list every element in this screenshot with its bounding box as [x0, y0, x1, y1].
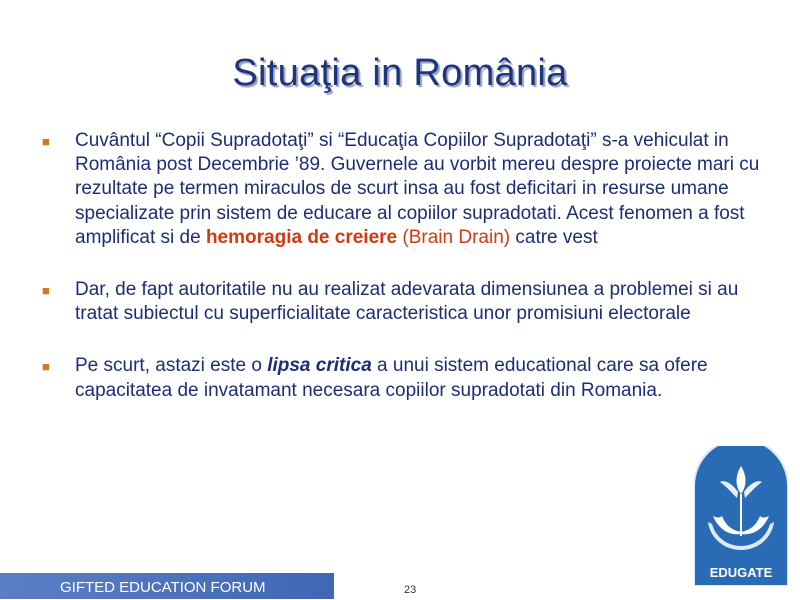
bullet-marker-icon: ■ — [42, 283, 50, 299]
highlight-brain-drain: hemoragia de creiere — [205, 226, 398, 248]
logo-text: EDUGATE — [709, 565, 773, 580]
footer-label: GIFTED EDUCATION FORUM — [60, 579, 266, 596]
highlight-lipsa-critica: lipsa critica — [267, 355, 372, 377]
bullet-item — [40, 129, 760, 250]
bullet-text: catre vest — [510, 226, 598, 248]
bullet-item — [40, 278, 760, 326]
bullet-text: Pe scurt, astazi este o — [75, 355, 268, 377]
bullet-item — [40, 354, 760, 402]
bullet-text: Dar, de fapt autoritatile nu au realizat adevarata dimensiunea a problemei si au tratat subiectul cu superficialitate caracteristica unor promisiuni electorale — [75, 279, 739, 325]
page-number: 23 — [404, 584, 417, 596]
bullet-text: a unui sistem educational care sa ofere capacitatea de invatamant necesara copiilor supradotati din Romania. — [75, 355, 708, 401]
bullet-marker-icon: ■ — [42, 359, 50, 375]
bullet-marker-icon: ■ — [42, 134, 50, 149]
bullet-text: Cuvântul “Copii Supradotaţi” si “Educaţia Copiilor Supradotaţi” s-a vehiculat in România post Decembrie ’89. Guvernele au vorbit mereu despre proiecte mari cu rezultate pe termen miraculos de scurt insa au fost deficitari in resurse umane specializate prin sistem de educare al copiilor supradotati. Acest fenomen a fost amplificat si de — [75, 130, 760, 248]
slide-title: Situaţia in România — [232, 52, 568, 94]
highlight-brain-drain-en: (Brain Drain) — [402, 226, 511, 248]
bullet-list — [40, 129, 760, 403]
